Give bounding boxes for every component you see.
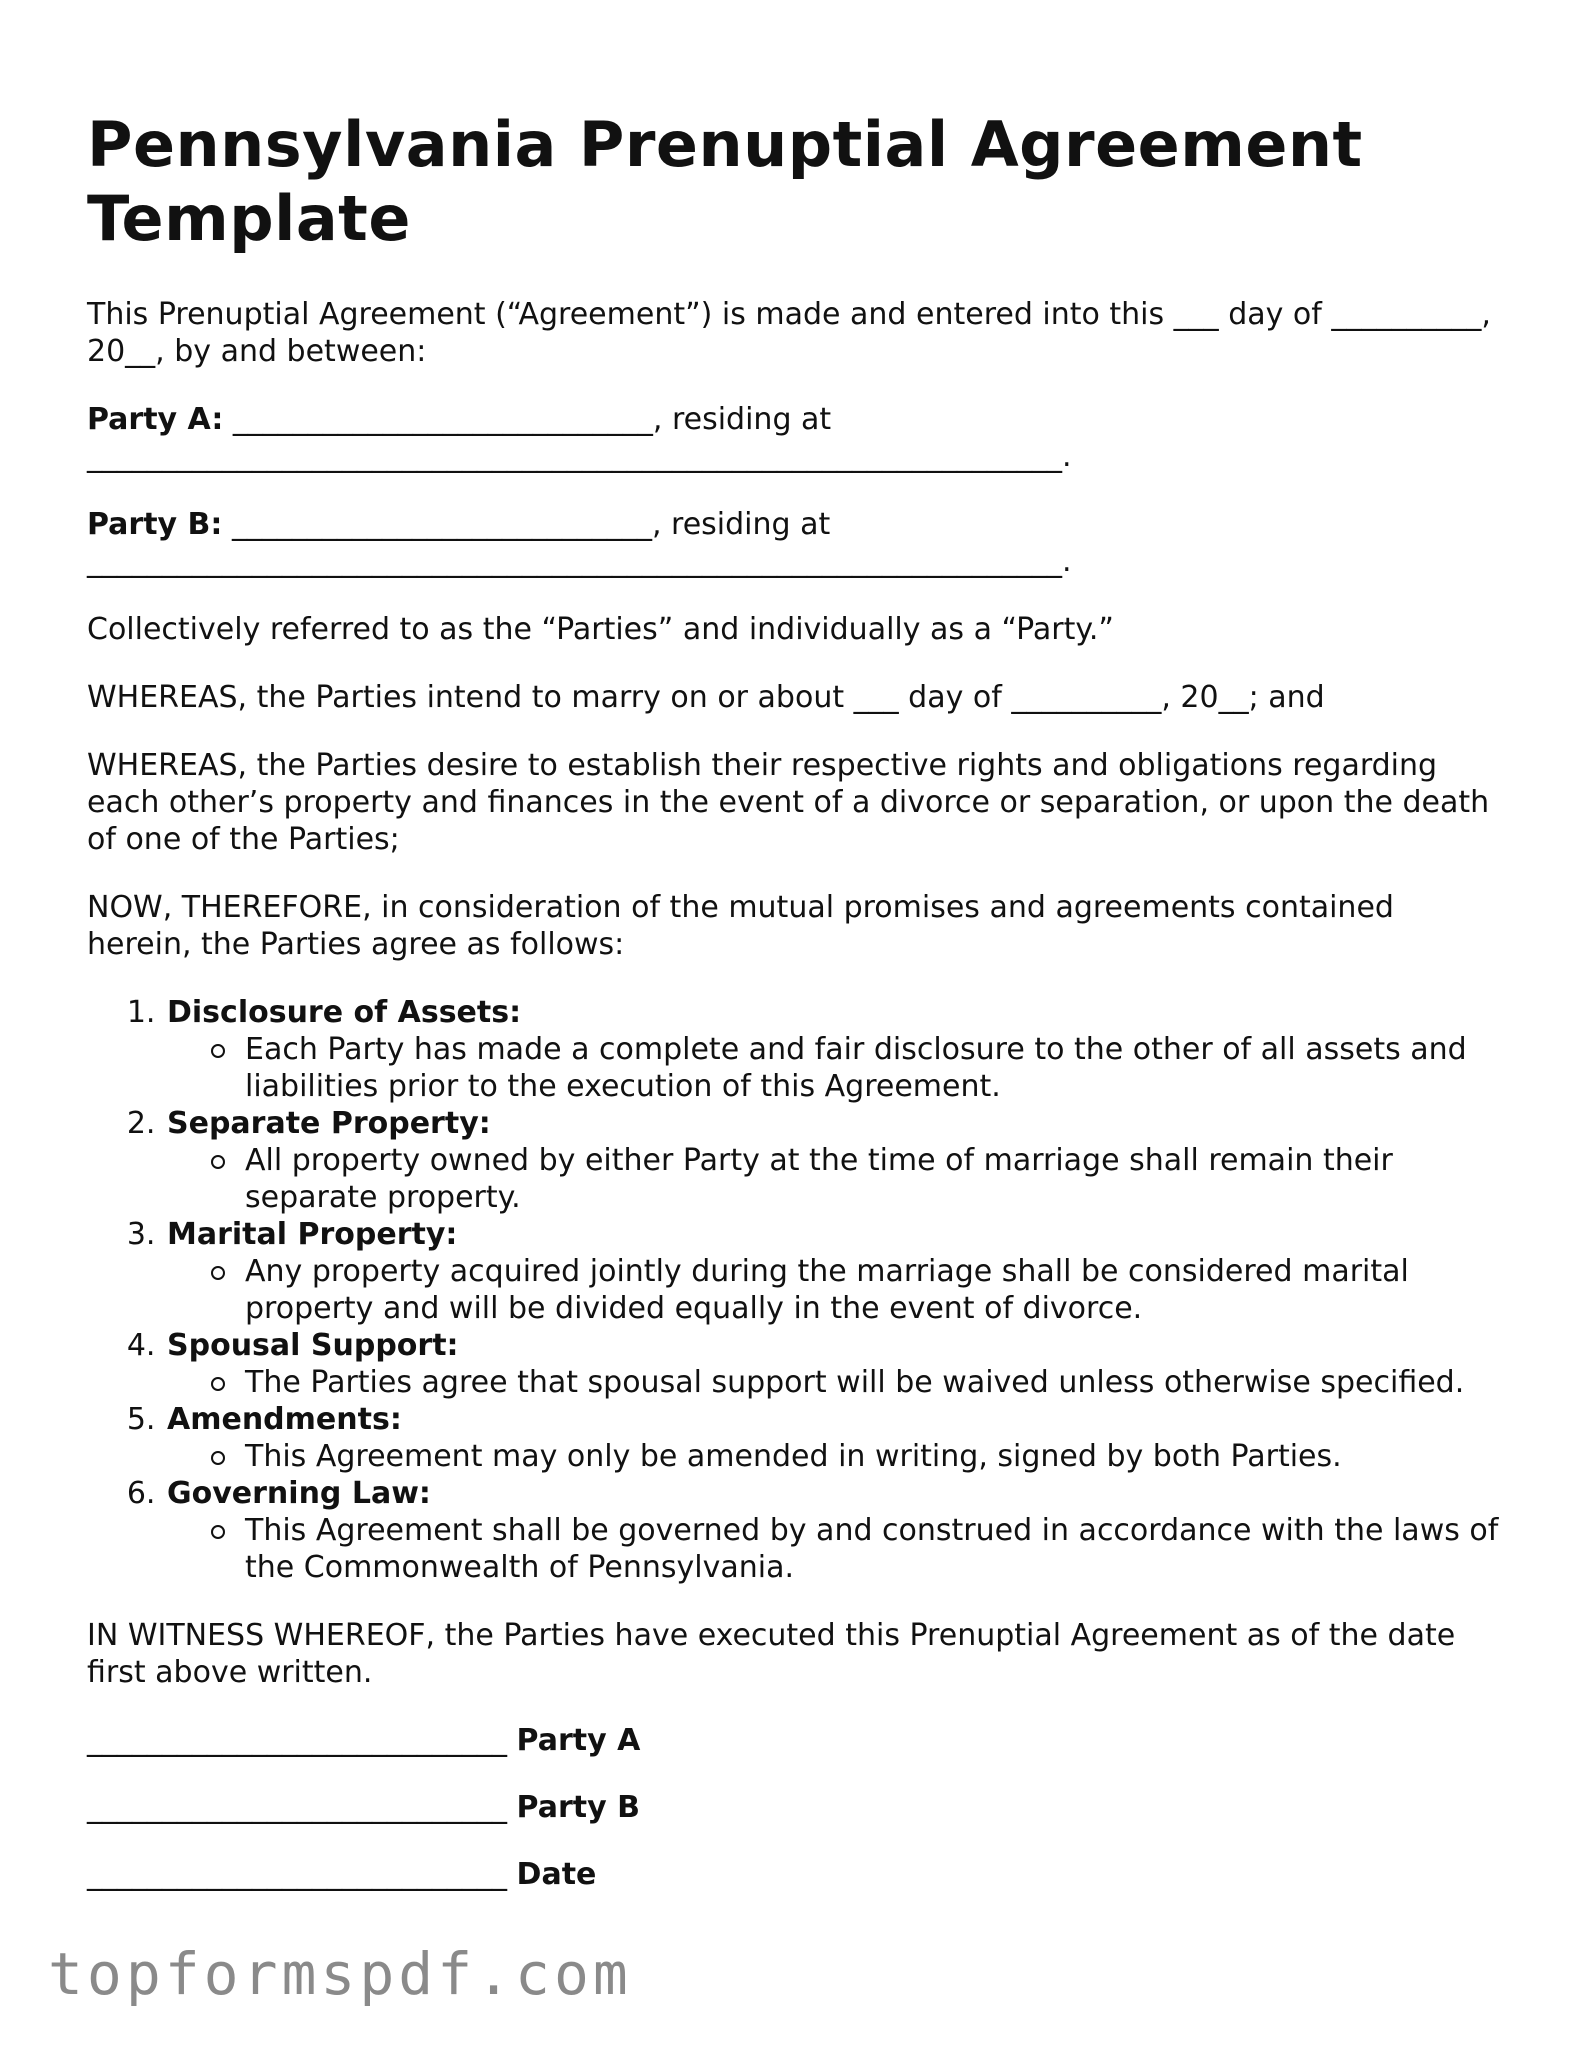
term-item [165,1105,1507,1216]
party-a-label: Party A: [87,402,224,437]
party-b-label: Party B: [87,507,223,542]
terms-list [87,994,1507,1586]
watermark: topformspdf.com [48,1940,632,2008]
term-heading: Separate Property: [167,1106,491,1141]
signature-line: ____________________________ [87,1723,507,1758]
document [87,108,1507,1923]
now-therefore-paragraph: NOW, THEREFORE, in consideration of the mutual promises and agreements contained herein, the Parties agree as follows: [87,890,1394,962]
signature-line: ____________________________ [87,1790,507,1825]
whereas-rights-paragraph: WHEREAS, the Parties desire to establish their respective rights and obligations regarding each other’s property and finances in the event of a divorce or separation, or upon the death of one of the Parties; [87,748,1490,857]
term-item [165,1401,1507,1475]
page-title: Pennsylvania Prenuptial Agreement Template [87,108,1363,255]
intro-paragraph: This Prenuptial Agreement (“Agreement”) is made and entered into this ___ day of __________, 20__, by and between: [87,297,1491,369]
term-heading: Amendments: [167,1402,402,1437]
signature-party-b [87,1789,1507,1826]
signature-date [87,1856,1507,1893]
term-detail: This Agreement may only be amended in writing, signed by both Parties. [245,1438,1507,1475]
party-a-text: ____________________________, residing at _________________________________________________________________. [87,402,1072,474]
collectively-paragraph: Collectively referred to as the “Parties” and individually as a “Party.” [87,612,1114,647]
term-item [165,1327,1507,1401]
signature-party-a [87,1722,1507,1759]
term-heading: Marital Property: [167,1217,458,1252]
party-b-line [87,506,1507,580]
term-detail: Any property acquired jointly during the marriage shall be considered marital property and will be divided equally in the event of divorce. [245,1253,1507,1327]
term-heading: Governing Law: [167,1476,431,1511]
term-item [165,1216,1507,1327]
party-a-line [87,401,1507,475]
term-heading: Disclosure of Assets: [167,995,522,1030]
term-item [165,1475,1507,1586]
term-detail: This Agreement shall be governed by and construed in accordance with the laws of the Commonwealth of Pennsylvania. [245,1512,1507,1586]
term-detail: All property owned by either Party at the time of marriage shall remain their separate property. [245,1142,1507,1216]
term-item [165,994,1507,1105]
signature-line: ____________________________ [87,1857,507,1892]
whereas-marry-paragraph: WHEREAS, the Parties intend to marry on or about ___ day of __________, 20__; and [87,680,1325,715]
term-heading: Spousal Support: [167,1328,459,1363]
party-b-text: ____________________________, residing at _________________________________________________________________. [87,507,1072,579]
witness-paragraph: IN WITNESS WHEREOF, the Parties have executed this Prenuptial Agreement as of the date first above written. [87,1618,1456,1690]
term-detail: Each Party has made a complete and fair disclosure to the other of all assets and liabilities prior to the execution of this Agreement. [245,1031,1507,1105]
signature-label: Party B [516,1790,640,1825]
signature-label: Date [516,1857,597,1892]
term-detail: The Parties agree that spousal support will be waived unless otherwise specified. [245,1364,1507,1401]
signature-label: Party A [516,1723,641,1758]
